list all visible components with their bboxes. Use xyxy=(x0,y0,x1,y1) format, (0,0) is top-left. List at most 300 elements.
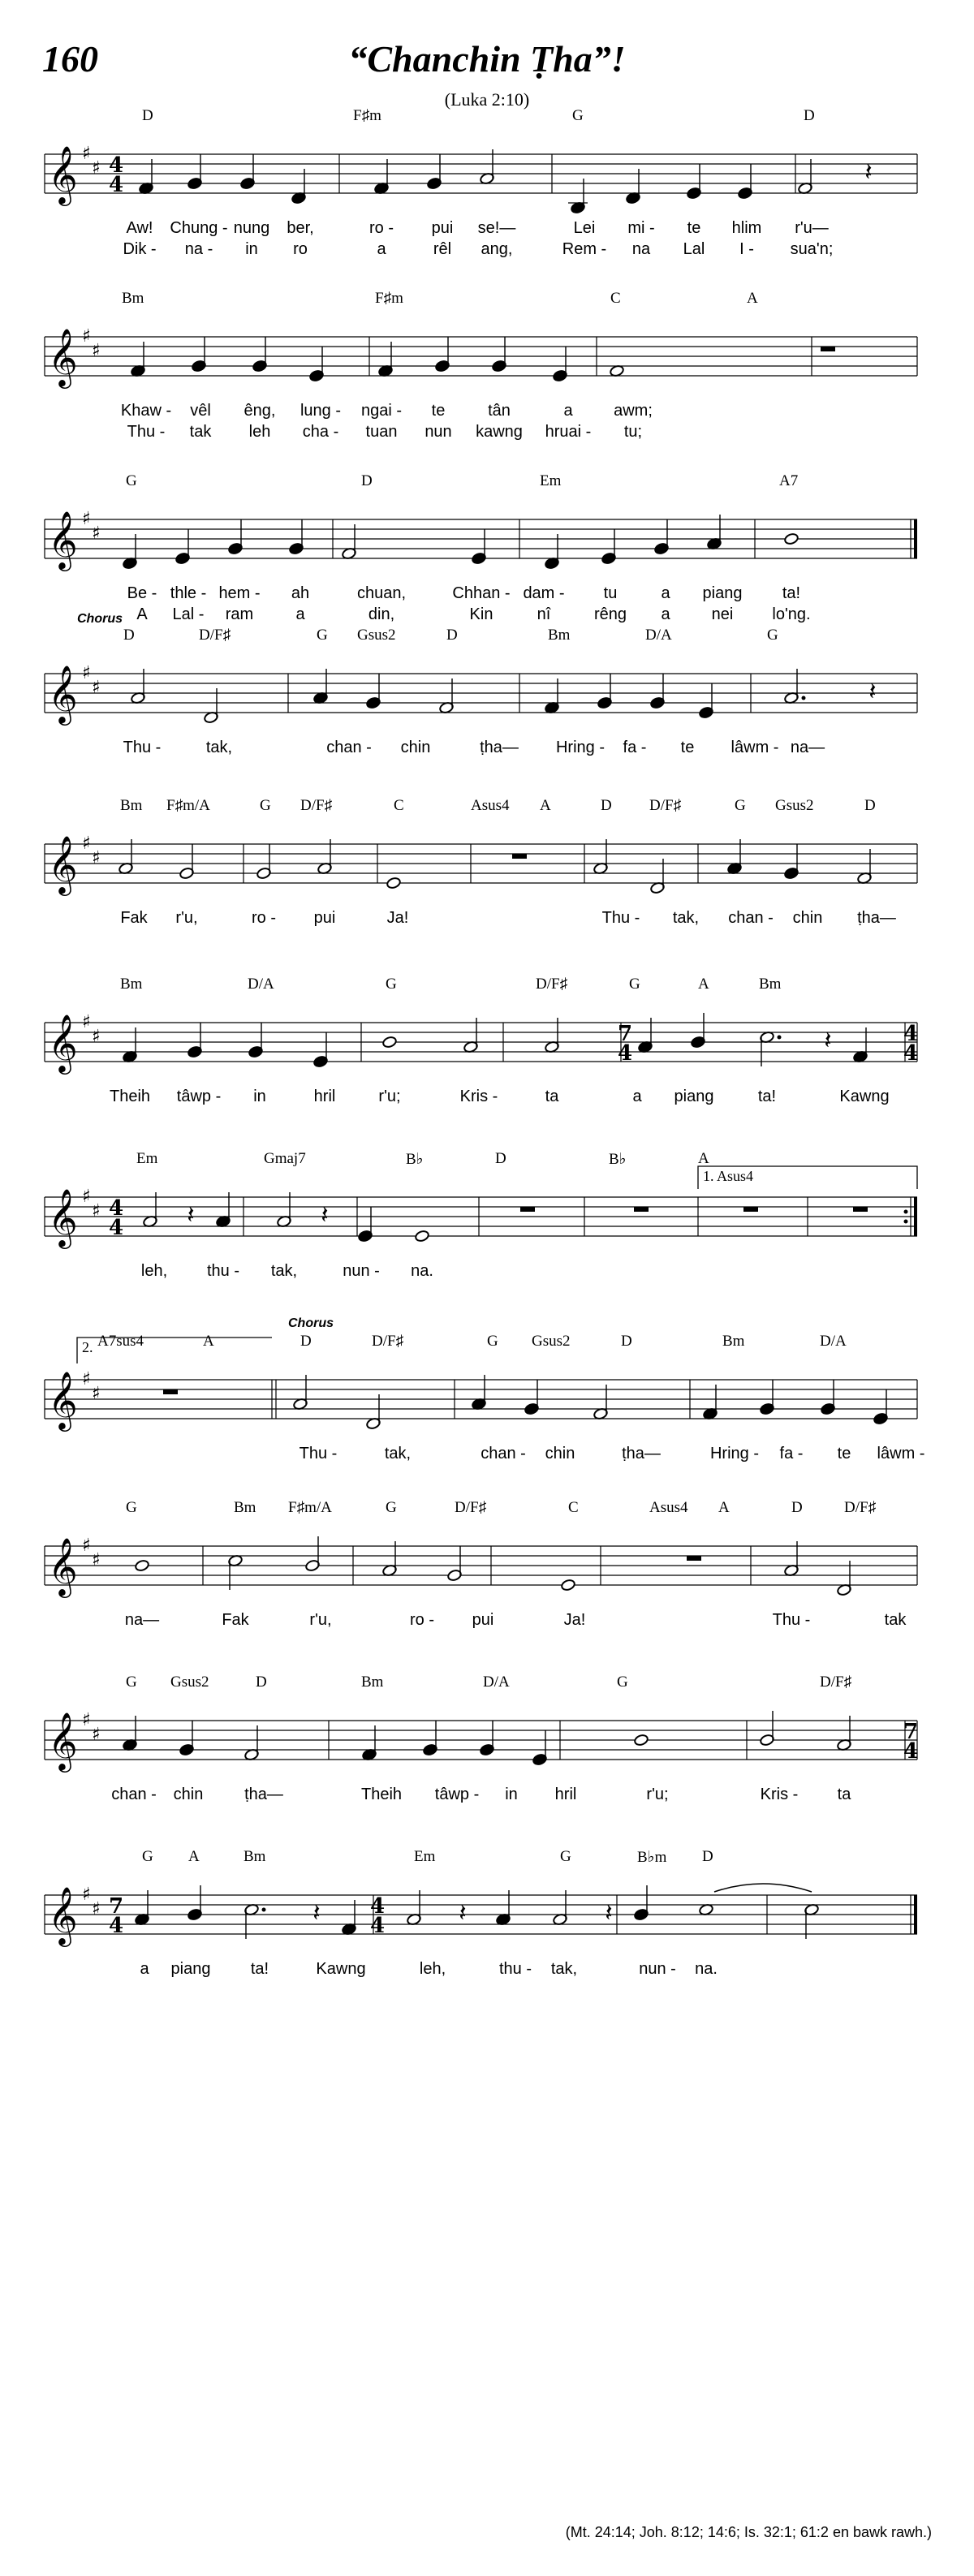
treble-clef-icon: 𝄞 xyxy=(48,1187,78,1247)
chord-symbol: Gsus2 xyxy=(532,1333,571,1350)
treble-clef-icon: 𝄞 xyxy=(48,1536,78,1596)
hymn-number: 160 xyxy=(42,38,98,80)
music-system xyxy=(0,974,974,1136)
chord-symbol: D xyxy=(702,1848,713,1865)
quarter-rest-icon: 𝄽 xyxy=(868,678,877,706)
lyric-syllable: chan - xyxy=(111,1786,157,1803)
lyric-syllable: na— xyxy=(790,739,825,756)
lyric-syllable: hril xyxy=(313,1088,336,1105)
chord-symbol: D xyxy=(864,797,876,814)
whole-rest-icon xyxy=(821,347,835,351)
whole-rest-icon xyxy=(163,1389,178,1394)
lyric-syllable-verse-2: tu; xyxy=(623,423,643,441)
lyric-syllable-verse-2: cha - xyxy=(302,423,339,441)
chord-symbol: B♭ xyxy=(609,1151,627,1168)
lyric-syllable: tâwp - xyxy=(176,1088,222,1105)
volta-2-label: 2. xyxy=(82,1339,93,1355)
lyric-syllable: Khaw - xyxy=(120,402,172,420)
chord-symbol: G xyxy=(629,976,640,993)
chord-symbol: D/F♯ xyxy=(536,976,568,993)
repeat-dot xyxy=(904,1210,908,1214)
lyric-syllable: pui xyxy=(313,909,336,927)
chord-symbol: D xyxy=(601,797,612,814)
chorus-label: Chorus xyxy=(288,1316,334,1330)
lyric-syllable: Fak xyxy=(222,1611,249,1629)
staff-svg xyxy=(0,1497,974,1660)
chord-symbol: G xyxy=(572,107,584,124)
chord-symbol: D/F♯ xyxy=(199,627,231,644)
note-dot xyxy=(802,696,806,700)
lyric-syllable: leh, xyxy=(140,1262,168,1280)
lyric-syllable: Theih xyxy=(360,1786,403,1803)
chord-symbol: C xyxy=(394,797,404,814)
lyric-syllable-verse-2: leh xyxy=(248,423,271,441)
chord-symbol: D xyxy=(446,627,458,644)
lyric-syllable: piang xyxy=(674,1088,714,1105)
sharp-icon: ♯ xyxy=(92,848,101,868)
music-system xyxy=(0,288,974,450)
chord-symbol: Gsus2 xyxy=(357,627,396,644)
lyric-syllable: chan - xyxy=(728,909,774,927)
chord-symbol: D/A xyxy=(645,627,672,644)
sharp-icon: ♯ xyxy=(82,1369,91,1389)
lyric-syllable: ṭha— xyxy=(622,1445,661,1462)
lyric-syllable-verse-2: nei xyxy=(711,605,734,623)
sharp-icon: ♯ xyxy=(82,1187,91,1207)
lyric-syllable-verse-2: nî xyxy=(537,605,551,623)
music-system xyxy=(0,1497,974,1660)
lyric-syllable-verse-2: na xyxy=(631,240,651,258)
lyric-syllable: dam - xyxy=(523,584,565,602)
lyric-syllable-verse-2: Rem - xyxy=(562,240,607,258)
chord-symbol: Em xyxy=(136,1150,158,1167)
chord-symbol: D/F♯ xyxy=(372,1333,404,1350)
sharp-icon: ♯ xyxy=(92,1899,101,1919)
staff-svg xyxy=(0,1846,974,2009)
treble-clef-icon: 𝄞 xyxy=(48,510,78,569)
chord-symbol: D xyxy=(142,107,153,124)
chord-symbol: Gsus2 xyxy=(170,1674,209,1691)
time-signature: 4 xyxy=(369,1894,386,1919)
lyric-syllable: awm; xyxy=(614,402,653,420)
staff-svg xyxy=(0,1672,974,1834)
volta-1-label: 1. Asus4 xyxy=(703,1168,754,1184)
chord-symbol: Bm xyxy=(722,1333,745,1350)
lyric-syllable: tak xyxy=(884,1611,907,1629)
lyric-syllable: Hring - xyxy=(709,1445,760,1462)
music-system xyxy=(0,1672,974,1834)
chord-symbol: Gsus2 xyxy=(775,797,814,814)
chord-symbol: G xyxy=(126,472,137,489)
lyric-syllable: lâwm - xyxy=(730,739,779,756)
lyric-syllable: chin xyxy=(545,1445,575,1462)
lyric-syllable-verse-2: a xyxy=(295,605,305,623)
time-signature: 4 xyxy=(108,1914,124,1938)
time-signature: 7 xyxy=(903,1720,919,1744)
chord-symbol: Bm xyxy=(759,976,782,993)
chord-symbol: Bm xyxy=(120,797,143,814)
time-signature: 4 xyxy=(903,1041,919,1066)
lyric-syllable: chan - xyxy=(326,739,372,756)
lyric-syllable: hril xyxy=(554,1786,577,1803)
lyric-syllable: tâwp - xyxy=(434,1786,480,1803)
time-signature: 4 xyxy=(108,173,124,197)
lyric-syllable: ngai - xyxy=(360,402,403,420)
sharp-icon: ♯ xyxy=(92,523,101,544)
chord-symbol: Bm xyxy=(361,1674,384,1691)
tie xyxy=(714,1884,812,1892)
chord-symbol: A xyxy=(698,1150,709,1167)
lyric-syllable: a xyxy=(140,1960,149,1978)
time-signature: 4 xyxy=(617,1041,633,1066)
lyric-syllable: lâwm - xyxy=(877,1445,925,1462)
chord-symbol: D/F♯ xyxy=(455,1499,487,1516)
whole-note xyxy=(135,1559,150,1572)
lyric-syllable-verse-2: tak xyxy=(189,423,212,441)
lyric-syllable: Hring - xyxy=(555,739,606,756)
chord-symbol: G xyxy=(560,1848,571,1865)
lyric-syllable: Chhan - xyxy=(452,584,511,602)
sharp-icon: ♯ xyxy=(92,1550,101,1570)
lyric-syllable: Ja! xyxy=(563,1611,586,1629)
time-signature: 4 xyxy=(903,1739,919,1764)
chord-symbol: C xyxy=(568,1499,579,1516)
lyric-syllable: chin xyxy=(400,739,431,756)
sharp-icon: ♯ xyxy=(82,509,91,529)
lyric-syllable-verse-2: na - xyxy=(184,240,213,258)
chord-symbol: F♯m/A xyxy=(288,1499,332,1516)
treble-clef-icon: 𝄞 xyxy=(48,1370,78,1429)
lyric-syllable: Thu - xyxy=(772,1611,811,1629)
chord-symbol: A xyxy=(698,976,709,993)
whole-rest-icon xyxy=(687,1556,701,1561)
whole-note xyxy=(415,1230,430,1243)
lyric-syllable: ro - xyxy=(410,1611,434,1629)
lyric-syllable: thu - xyxy=(498,1960,532,1978)
lyric-syllable: thle - xyxy=(170,584,207,602)
quarter-rest-icon: 𝄽 xyxy=(605,1899,613,1928)
chord-symbol: Bm xyxy=(234,1499,256,1516)
lyric-syllable-verse-2: ang, xyxy=(481,240,513,258)
sharp-icon: ♯ xyxy=(92,341,101,361)
lyric-syllable: vêl xyxy=(190,402,211,420)
lyric-syllable-verse-2: Lal - xyxy=(172,605,205,623)
chord-symbol: D/A xyxy=(820,1333,847,1350)
lyric-syllable: piang xyxy=(702,584,743,602)
chord-symbol: G xyxy=(142,1848,153,1865)
chord-symbol: Em xyxy=(540,472,562,489)
chord-symbol: C xyxy=(610,290,621,307)
lyric-syllable: fa - xyxy=(623,739,647,756)
chord-symbol: D xyxy=(495,1150,506,1167)
lyric-syllable: mi - xyxy=(627,219,655,237)
lyric-syllable: chan - xyxy=(481,1445,526,1462)
lyric-syllable: tak, xyxy=(384,1445,412,1462)
time-signature: 4 xyxy=(108,153,124,178)
scripture-reference: (Luka 2:10) xyxy=(444,89,530,110)
time-signature: 4 xyxy=(369,1914,386,1938)
whole-rest-icon xyxy=(634,1207,649,1212)
chord-symbol: G xyxy=(487,1333,498,1350)
lyric-syllable: Be - xyxy=(127,584,157,602)
sharp-icon: ♯ xyxy=(82,834,91,854)
lyric-syllable: tak, xyxy=(672,909,700,927)
chord-symbol: D/F♯ xyxy=(649,797,682,814)
lyric-syllable: ta xyxy=(545,1088,559,1105)
repeat-barline xyxy=(914,1197,917,1236)
chord-symbol: G xyxy=(735,797,746,814)
footnote-references: (Mt. 24:14; Joh. 8:12; 14:6; Is. 32:1; 61:2 en bawk rawh.) xyxy=(565,2524,932,2540)
chord-symbol: G xyxy=(617,1674,628,1691)
chord-symbol: A7 xyxy=(779,472,799,489)
music-system xyxy=(0,1148,974,1311)
whole-note xyxy=(634,1734,649,1747)
lyric-syllable: in xyxy=(253,1088,266,1105)
lyric-syllable: Kawng xyxy=(839,1088,890,1105)
lyric-syllable: hlim xyxy=(731,219,762,237)
chord-symbol: Asus4 xyxy=(649,1499,688,1516)
music-system xyxy=(0,471,974,633)
treble-clef-icon: 𝄞 xyxy=(48,664,78,723)
lyric-syllable: Chung - xyxy=(170,219,228,237)
lyric-syllable: ta xyxy=(837,1786,851,1803)
lyric-syllable: Thu - xyxy=(299,1445,338,1462)
whole-rest-icon xyxy=(512,854,527,859)
note-dot xyxy=(778,1036,782,1040)
lyric-syllable: lung - xyxy=(300,402,342,420)
treble-clef-icon: 𝄞 xyxy=(48,1885,78,1945)
lyric-syllable: na. xyxy=(695,1960,718,1978)
lyric-syllable: na. xyxy=(411,1262,433,1280)
final-barline xyxy=(914,519,917,558)
lyric-syllable: r'u— xyxy=(795,219,829,237)
lyric-syllable-verse-2: Kin xyxy=(469,605,493,623)
chorus-label: Chorus xyxy=(77,612,123,626)
chord-symbol: G xyxy=(386,976,397,993)
chord-symbol: Gmaj7 xyxy=(264,1150,306,1167)
lyric-syllable-verse-2: kawng xyxy=(476,423,523,441)
chord-symbol: F♯m/A xyxy=(166,797,210,814)
treble-clef-icon: 𝄞 xyxy=(48,834,78,894)
chord-symbol: F♯m xyxy=(353,107,381,124)
lyric-syllable-verse-2: din, xyxy=(368,605,395,623)
music-system xyxy=(0,106,974,268)
chord-symbol: Asus4 xyxy=(471,797,510,814)
lyric-syllable-verse-2: a xyxy=(377,240,386,258)
time-signature: 4 xyxy=(108,1216,124,1240)
chord-symbol: G xyxy=(260,797,271,814)
lyric-syllable: Kris - xyxy=(459,1088,498,1105)
lyric-syllable-verse-2: Dik - xyxy=(123,240,157,258)
lyric-syllable: Thu - xyxy=(123,739,162,756)
chord-symbol: G xyxy=(126,1674,137,1691)
chord-symbol: G xyxy=(386,1499,397,1516)
chord-symbol: A xyxy=(540,797,551,814)
lyric-syllable-verse-2: in xyxy=(245,240,258,258)
sharp-icon: ♯ xyxy=(92,158,101,179)
lyric-syllable-verse-2: nun xyxy=(425,423,452,441)
staff-svg xyxy=(0,974,974,1136)
lyric-syllable: Ja! xyxy=(386,909,409,927)
lyric-syllable: Aw! xyxy=(126,219,153,237)
chord-symbol: D xyxy=(361,472,373,489)
lyric-syllable: a xyxy=(563,402,573,420)
quarter-rest-icon: 𝄽 xyxy=(864,158,873,187)
final-barline xyxy=(914,1895,917,1934)
sharp-icon: ♯ xyxy=(92,1201,101,1221)
chord-symbol: D xyxy=(123,627,135,644)
lyric-syllable: ta! xyxy=(757,1088,777,1105)
lyric-syllable: nung xyxy=(233,219,270,237)
sharp-icon: ♯ xyxy=(82,1012,91,1032)
lyric-syllable: ah xyxy=(291,584,310,602)
chord-symbol: G xyxy=(767,627,778,644)
quarter-rest-icon: 𝄽 xyxy=(321,1201,329,1230)
chord-symbol: A7sus4 xyxy=(97,1333,144,1350)
time-signature: 7 xyxy=(617,1022,633,1046)
lyric-syllable: ber, xyxy=(287,219,314,237)
lyric-syllable: chuan, xyxy=(356,584,407,602)
treble-clef-icon: 𝄞 xyxy=(48,1013,78,1072)
treble-clef-icon: 𝄞 xyxy=(48,1711,78,1770)
chord-symbol: D/F♯ xyxy=(300,797,333,814)
time-signature: 7 xyxy=(108,1894,124,1919)
lyric-syllable: a xyxy=(632,1088,642,1105)
music-system xyxy=(0,1316,974,1493)
lyric-syllable: leh, xyxy=(419,1960,446,1978)
lyric-syllable: Kawng xyxy=(316,1960,366,1978)
chord-symbol: A xyxy=(203,1333,214,1350)
hymn-title: “Chanchin Ṭha”! xyxy=(348,38,626,80)
staff-svg xyxy=(0,1148,974,1311)
lyric-syllable: in xyxy=(505,1786,518,1803)
sharp-icon: ♯ xyxy=(92,678,101,698)
staff-svg xyxy=(0,625,974,787)
lyric-syllable: chin xyxy=(173,1786,204,1803)
lyric-syllable-verse-2: hruai - xyxy=(545,423,592,441)
staff-svg xyxy=(0,795,974,958)
lyric-syllable: tak, xyxy=(270,1262,298,1280)
lyric-syllable: pui xyxy=(472,1611,494,1629)
lyric-syllable: ṭha— xyxy=(857,909,896,927)
lyric-syllable: Lei xyxy=(573,219,596,237)
lyric-syllable: ro - xyxy=(369,219,394,237)
quarter-rest-icon: 𝄽 xyxy=(459,1899,467,1928)
chord-symbol: A xyxy=(747,290,758,307)
lyric-syllable-verse-2: rêng xyxy=(593,605,627,623)
lyric-syllable-verse-2: ro xyxy=(293,240,308,258)
lyric-syllable: ta! xyxy=(782,584,801,602)
lyric-syllable-verse-2: A xyxy=(136,605,148,623)
lyric-syllable: êng, xyxy=(244,402,276,420)
sharp-icon: ♯ xyxy=(82,663,91,683)
chord-symbol: F♯m xyxy=(375,290,403,307)
chord-symbol: Bm xyxy=(548,627,571,644)
whole-rest-icon xyxy=(520,1207,535,1212)
lyric-syllable: ṭha— xyxy=(244,1786,283,1803)
chord-symbol: D/A xyxy=(248,976,274,993)
chord-symbol: A xyxy=(188,1848,200,1865)
sharp-icon: ♯ xyxy=(92,1384,101,1404)
sharp-icon: ♯ xyxy=(82,1885,91,1905)
lyric-syllable: ta! xyxy=(250,1960,269,1978)
lyric-syllable: Fak xyxy=(120,909,148,927)
sharp-icon: ♯ xyxy=(82,326,91,347)
chord-symbol: D xyxy=(791,1499,803,1516)
lyric-syllable: r'u; xyxy=(646,1786,669,1803)
chord-symbol: D xyxy=(621,1333,632,1350)
chord-symbol: D xyxy=(804,107,815,124)
chord-symbol: Bm xyxy=(122,290,144,307)
lyric-syllable: te xyxy=(837,1445,851,1462)
time-signature: 4 xyxy=(903,1022,919,1046)
sharp-icon: ♯ xyxy=(92,1027,101,1047)
lyric-syllable: chin xyxy=(792,909,823,927)
lyric-syllable: pui xyxy=(431,219,454,237)
lyric-syllable: te xyxy=(680,739,695,756)
lyric-syllable: ro - xyxy=(252,909,276,927)
lyric-syllable: r'u; xyxy=(378,1088,401,1105)
lyric-syllable: na— xyxy=(124,1611,160,1629)
sharp-icon: ♯ xyxy=(82,1710,91,1730)
chord-symbol: D xyxy=(300,1333,312,1350)
time-signature: 4 xyxy=(108,1196,124,1221)
lyric-syllable-verse-2: rêl xyxy=(433,240,452,258)
lyric-syllable: Thu - xyxy=(601,909,640,927)
whole-note xyxy=(382,1036,398,1049)
chord-symbol: A xyxy=(718,1499,730,1516)
lyric-syllable: Kris - xyxy=(760,1786,799,1803)
quarter-rest-icon: 𝄽 xyxy=(824,1027,832,1055)
whole-rest-icon xyxy=(743,1207,758,1212)
chord-symbol: G xyxy=(317,627,328,644)
whole-note xyxy=(561,1579,576,1592)
lyric-syllable-verse-2: sua'n; xyxy=(790,240,834,258)
whole-note xyxy=(386,877,402,890)
sharp-icon: ♯ xyxy=(82,1536,91,1556)
staff-svg xyxy=(0,1331,974,1493)
whole-note xyxy=(784,532,799,545)
lyric-syllable: r'u, xyxy=(175,909,198,927)
lyric-syllable: tak, xyxy=(550,1960,578,1978)
whole-rest-icon xyxy=(853,1207,868,1212)
lyric-syllable-verse-2: lo'ng. xyxy=(772,605,811,623)
chord-symbol: Bm xyxy=(120,976,143,993)
lyric-syllable: nun - xyxy=(639,1960,676,1978)
lyric-syllable: fa - xyxy=(779,1445,804,1462)
lyric-syllable: Theih xyxy=(109,1088,151,1105)
note-dot xyxy=(262,1908,266,1912)
sharp-icon: ♯ xyxy=(82,144,91,164)
lyric-syllable: hem - xyxy=(218,584,261,602)
lyric-syllable: te xyxy=(431,402,446,420)
lyric-syllable: a xyxy=(661,584,670,602)
chord-symbol: G xyxy=(126,1499,137,1516)
treble-clef-icon: 𝄞 xyxy=(48,327,78,386)
lyric-syllable: tak, xyxy=(205,739,233,756)
music-system xyxy=(0,1846,974,2009)
lyric-syllable: tân xyxy=(488,402,511,420)
sharp-icon: ♯ xyxy=(92,1725,101,1745)
lyric-syllable-verse-2: a xyxy=(661,605,670,623)
treble-clef-icon: 𝄞 xyxy=(48,144,78,204)
lyric-syllable: thu - xyxy=(206,1262,240,1280)
repeat-dot xyxy=(904,1220,908,1224)
chord-symbol: B♭m xyxy=(637,1849,667,1866)
quarter-rest-icon: 𝄽 xyxy=(187,1201,195,1230)
lyric-syllable-verse-2: Thu - xyxy=(127,423,166,441)
music-system xyxy=(0,795,974,958)
